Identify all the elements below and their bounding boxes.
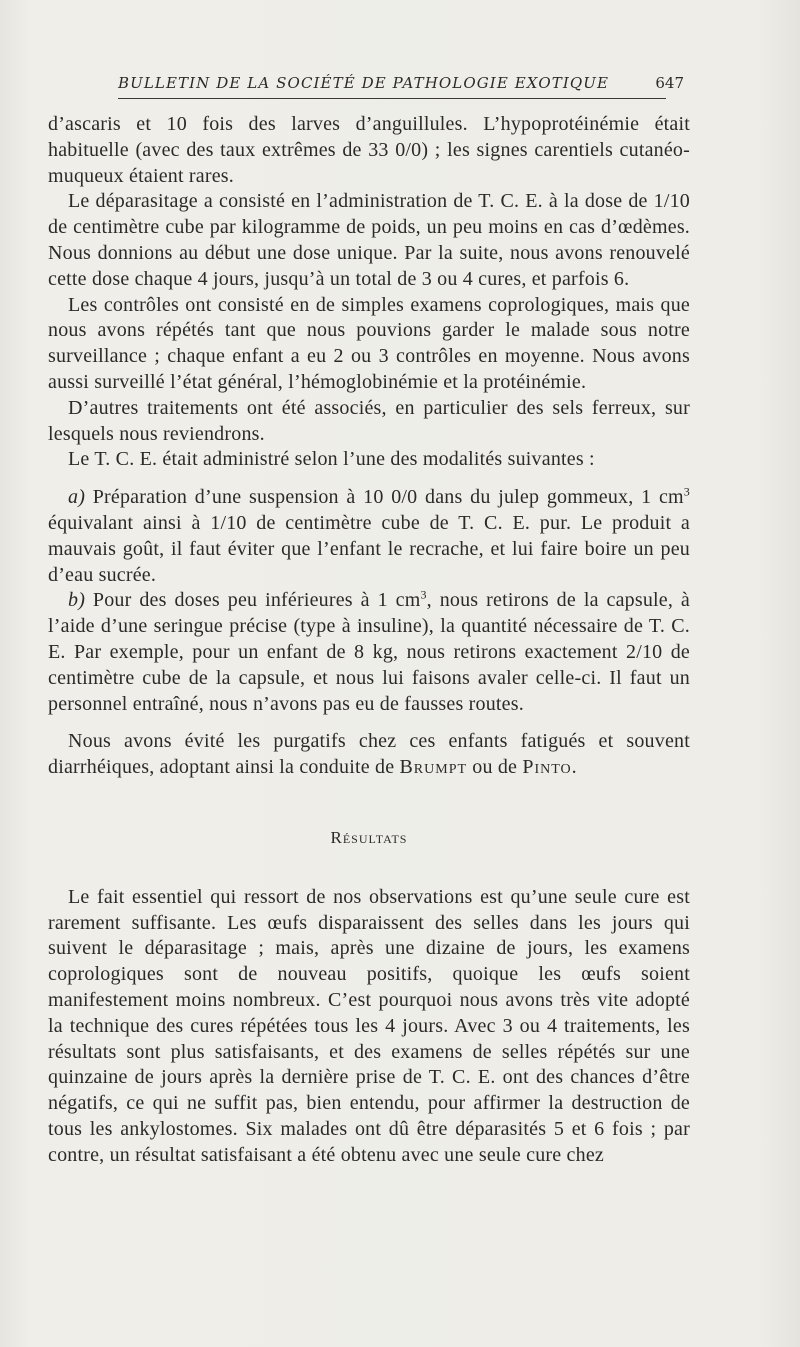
item-a-letter: a) [68, 486, 86, 509]
list-item-a [48, 485, 690, 588]
item-b-text-1: Pour des doses peu inférieures à 1 cm [85, 589, 421, 612]
item-a-text-1: Préparation d’une suspension à 10 0/0 dans du julep gommeux, 1 cm [85, 486, 684, 509]
purgatifs-text-1: Nous avons évité les purgatifs chez ces enfants fatigués et souvent diarrhéiques, adoptant ainsi la conduite de [48, 730, 690, 779]
article-body [48, 112, 690, 1168]
section-title-resultats: Résultats [330, 827, 408, 847]
paragraph-controles: Les contrôles ont consisté en de simples examens coprologiques, mais que nous avons répétés tant que nous pouvions garder le malade sous notre surveillance ; chaque enfant a eu 2 ou 3 contrôles en moyenne. Nous avons aussi surveillé l’état général, l’hémoglobinémie et la protéinémie. [48, 293, 690, 393]
paragraph-traitements: D’autres traitements ont été associés, en particulier des sels ferreux, sur lesquels nous reviendrons. [48, 396, 690, 445]
item-a-superscript: 3 [683, 484, 690, 499]
page-number: 647 [655, 74, 684, 92]
paragraph-continuation: d’ascaris et 10 fois des larves d’anguillules. L’hypoprotéinémie était habituelle (avec des taux extrêmes de 33 0/0) ; les signes carentiels cutanéo-muqueux étaient rares. [48, 113, 690, 187]
journal-title: BULLETIN DE LA SOCIÉTÉ DE PATHOLOGIE EXOTIQUE [118, 74, 610, 92]
running-header [118, 72, 690, 100]
header-rule [118, 98, 666, 99]
author-brumpt: Brumpt [399, 756, 468, 779]
item-b-letter: b) [68, 589, 86, 612]
paragraph-resultats: Le fait essentiel qui ressort de nos observations est qu’une seule cure est rarement suffisante. Les œufs disparaissent des selles dans les jours qui suivent le déparasitage ; mais, après une dizaine de jours, les examens coprologiques sont de nouveau positifs, quoique les œufs soient manifestement moins nombreux. C’est pourquoi nous avons très vite adopté la technique des cures répétées tous les 4 jours. Avec 3 ou 4 traitements, les résultats sont plus satisfaisants, et des examens de selles répétés sur une quinzaine de jours après la dernière prise de T. C. E. ont des chances d’être négatifs, ce qui ne suffit pas, bien entendu, pour affirmer la destruction de tous les ankylostomes. Six malades ont dû être déparasités 5 et 6 fois ; par contre, un résultat satisfaisant a été obtenu avec une seule cure chez [48, 885, 690, 1166]
author-pinto: Pinto [522, 756, 572, 779]
item-b-superscript: 3 [420, 587, 427, 602]
list-item-b [48, 588, 690, 717]
paragraph-purgatifs [48, 729, 690, 781]
item-a-text-2: équivalant ainsi à 1/10 de centimètre cube de T. C. E. pur. Le produit a mauvais goût, il faut éviter que l’enfant le recrache, et lui faire boire un peu d’eau sucrée. [48, 511, 690, 586]
item-b-text-2: , nous retirons de la capsule, à l’aide d’une seringue précise (type à insuline), la quantité nécessaire de T. C. E. Par exemple, pour un enfant de 8 kg, nous retirons exactement 2/10 de centimètre cube de la capsule, et nous lui faisons avaler celle-ci. Il faut un personnel entraîné, nous n’avons pas eu de fausses routes. [48, 589, 690, 715]
purgatifs-text-3: . [571, 756, 577, 779]
purgatifs-text-2: ou de [467, 756, 523, 779]
paragraph-modalites: Le T. C. E. était administré selon l’une des modalités suivantes : [68, 448, 595, 471]
paragraph-deparasitage: Le déparasitage a consisté en l’administration de T. C. E. à la dose de 1/10 de centimètre cube par kilogramme de poids, un peu moins en cas d’œdèmes. Nous donnions au début une dose unique. Par la suite, nous avons renouvelé cette dose chaque 4 jours, jusqu’à un total de 3 ou 4 cures, et parfois 6. [48, 190, 690, 290]
